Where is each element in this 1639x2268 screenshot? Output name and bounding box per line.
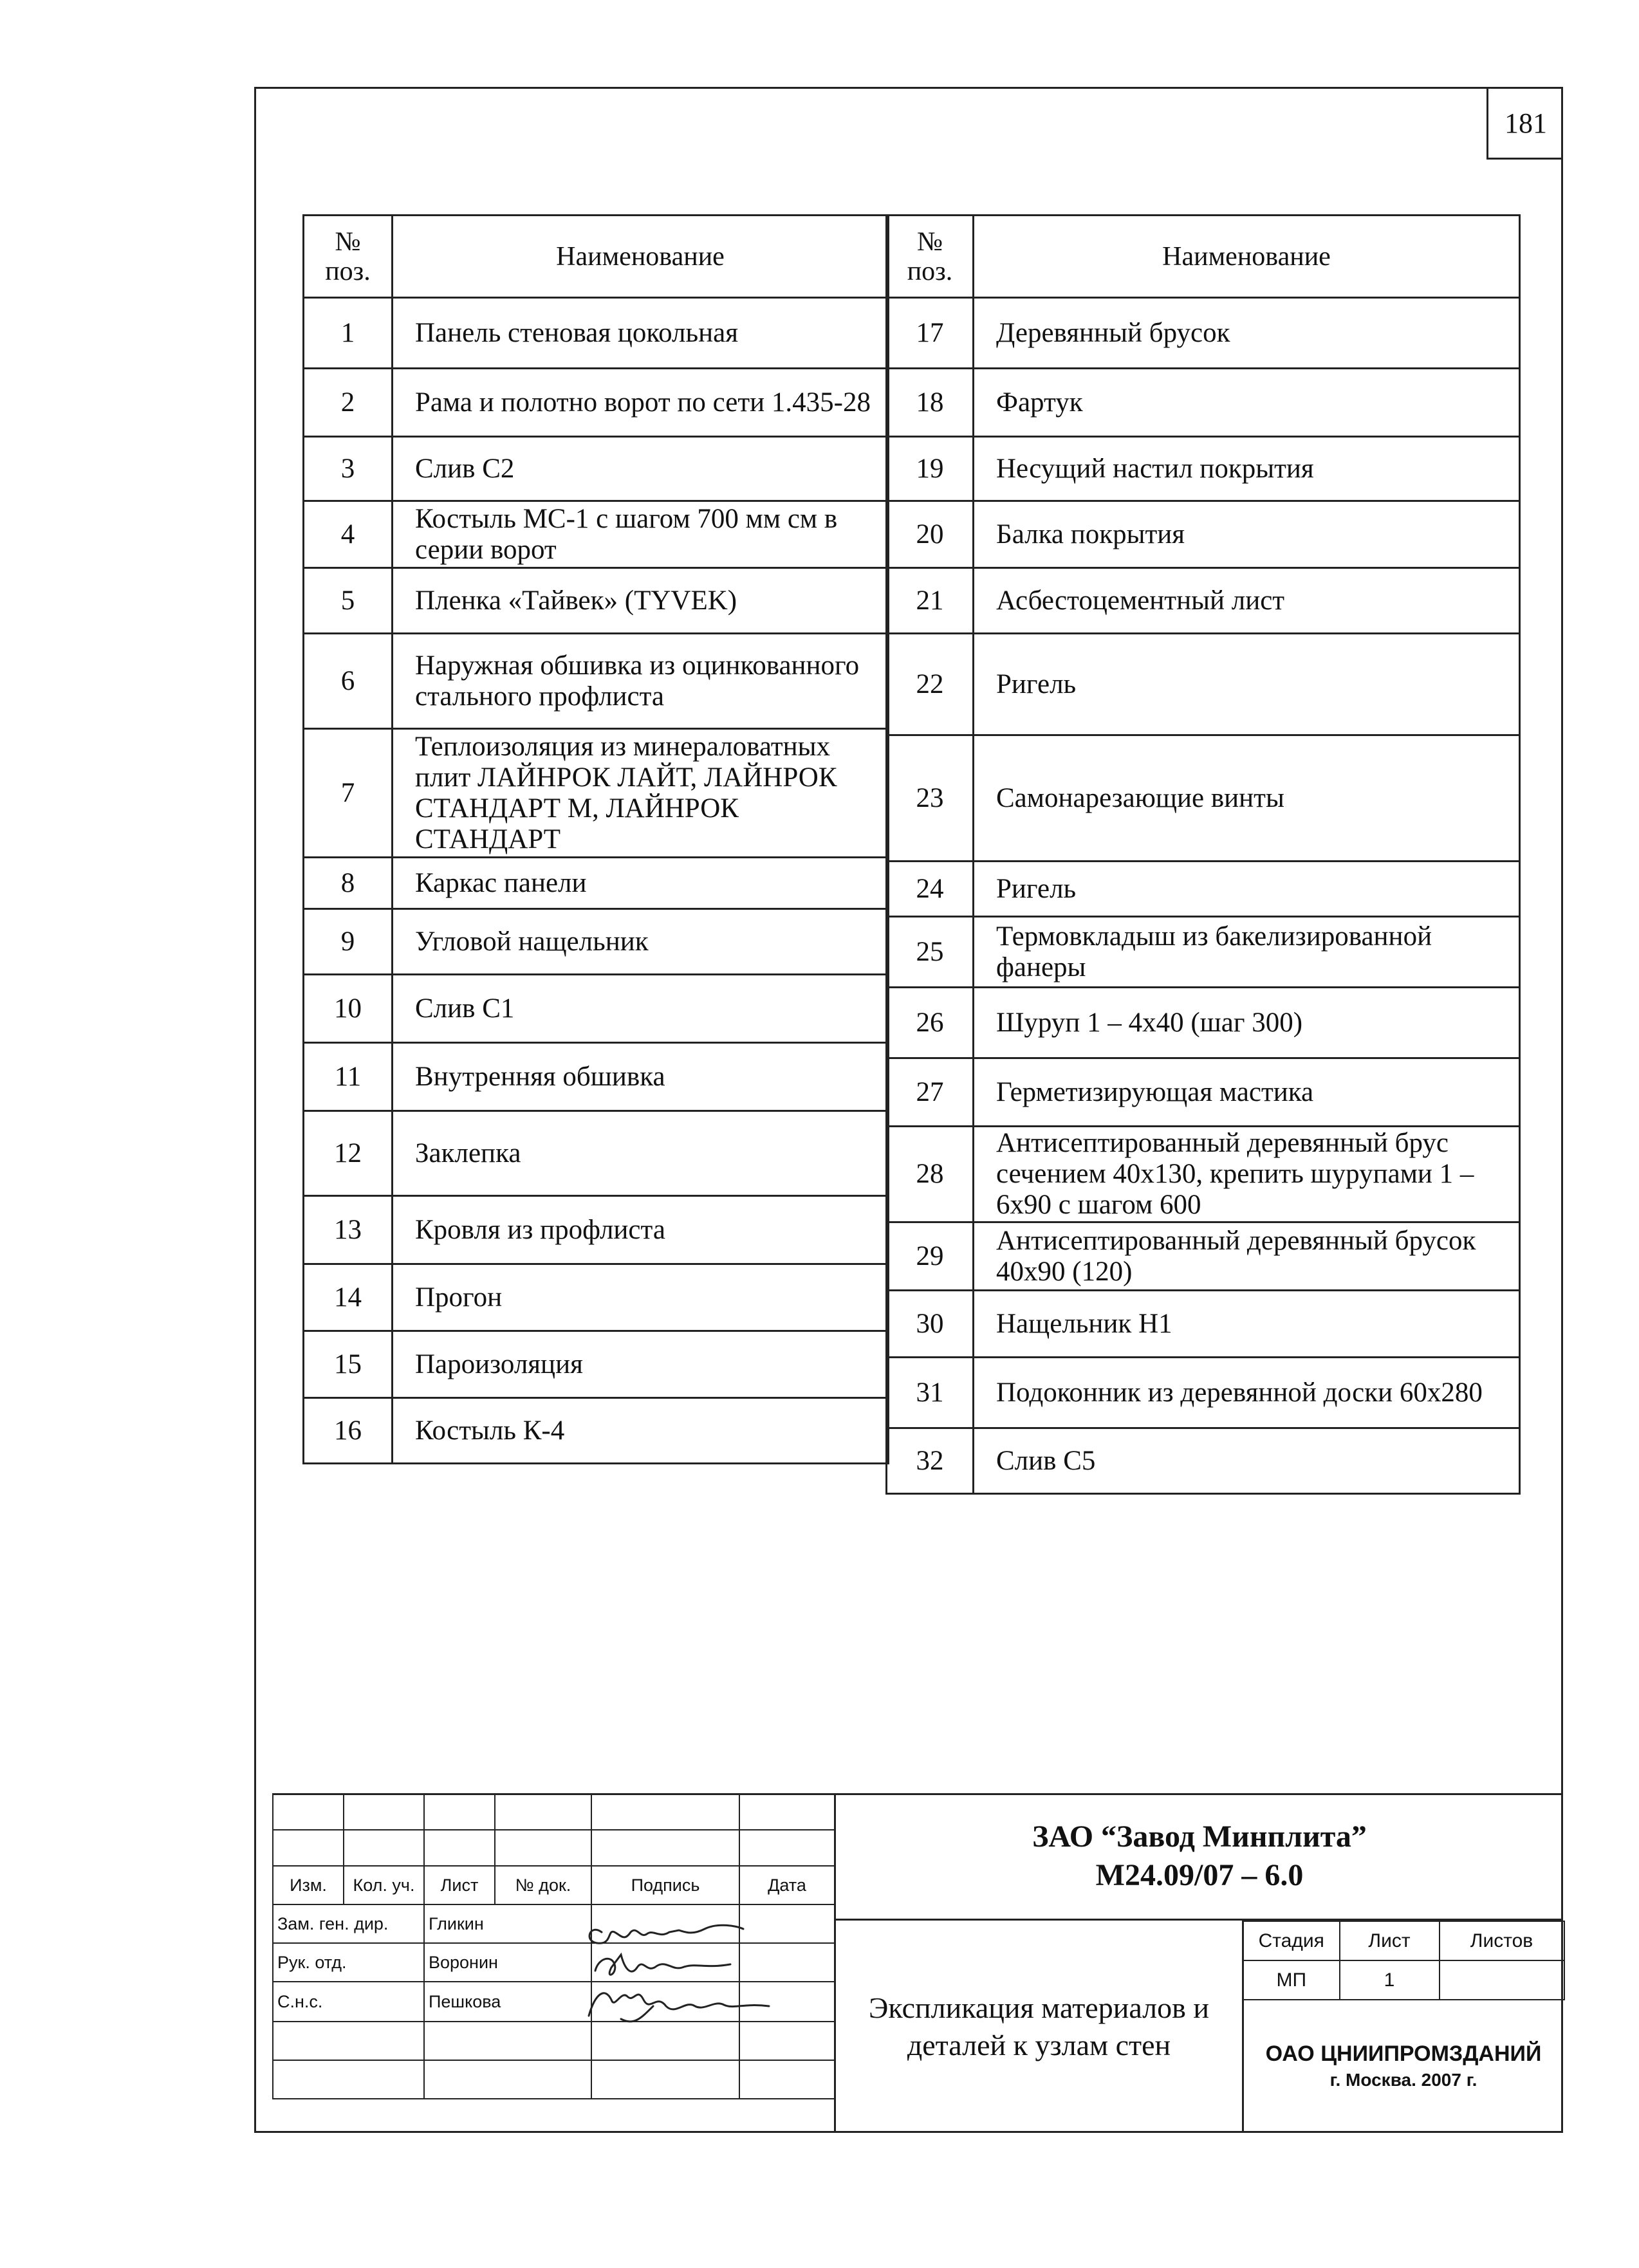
signatures-image <box>576 1910 833 2038</box>
item-name: Несущий настил покрытия <box>974 437 1520 501</box>
header-pos-label: № поз. <box>907 226 953 286</box>
position-number: 13 <box>304 1196 393 1264</box>
item-name: Шуруп 1 – 4х40 (шаг 300) <box>974 988 1520 1058</box>
revision-header-row <box>273 1866 835 1904</box>
spec-row <box>887 568 1520 634</box>
organization-block <box>834 1793 1563 1921</box>
spec-row <box>304 1398 889 1464</box>
item-name: Герметизирующая мастика <box>974 1058 1520 1127</box>
item-name: Рама и полотно ворот по сети 1.435-28 <box>393 369 889 437</box>
col-doc-no: № док. <box>495 1866 591 1904</box>
position-number: 16 <box>304 1398 393 1464</box>
item-name: Пароизоляция <box>393 1331 889 1398</box>
header-pos-label: № поз. <box>325 226 371 286</box>
position-number: 22 <box>887 634 974 735</box>
item-name: Самонарезающие винты <box>974 735 1520 862</box>
position-number: 5 <box>304 568 393 634</box>
institute-name: ОАО ЦНИИПРОМЗДАНИЙ <box>1265 2041 1542 2066</box>
item-name: Антисептированный деревянный брусок 40х90 (120) <box>974 1222 1520 1291</box>
person-role: Зам. ген. дир. <box>273 1904 424 1943</box>
position-number: 18 <box>887 369 974 437</box>
position-number: 14 <box>304 1264 393 1331</box>
position-number: 15 <box>304 1331 393 1398</box>
col-izm: Изм. <box>273 1866 344 1904</box>
spec-row <box>304 729 889 858</box>
spec-row <box>887 298 1520 369</box>
item-name: Внутренняя обшивка <box>393 1043 889 1111</box>
signature-2 <box>595 1955 730 1975</box>
item-name: Каркас панели <box>393 858 889 909</box>
position-number: 17 <box>887 298 974 369</box>
item-name: Пленка «Тайвек» (TYVEK) <box>393 568 889 634</box>
spec-row <box>887 1358 1520 1428</box>
position-number: 6 <box>304 634 393 729</box>
col-signature: Подпись <box>591 1866 739 1904</box>
position-number: 25 <box>887 917 974 988</box>
sheet-header: Лист <box>1340 1921 1440 1960</box>
item-name: Заклепка <box>393 1111 889 1196</box>
item-name: Угловой нащельник <box>393 909 889 975</box>
signature-3-flourish <box>621 2006 653 2022</box>
sheet-value: 1 <box>1340 1960 1440 2000</box>
item-name: Термовкладыш из бакелизированной фанеры <box>974 917 1520 988</box>
stage-header: Стадия <box>1243 1921 1340 1960</box>
position-number: 32 <box>887 1428 974 1494</box>
document-title-line-1: Экспликация материалов и <box>869 1991 1209 2024</box>
spec-row <box>887 1222 1520 1291</box>
spec-row <box>887 634 1520 735</box>
position-number: 10 <box>304 975 393 1043</box>
item-name: Фартук <box>974 369 1520 437</box>
position-number: 7 <box>304 729 393 858</box>
item-name: Ригель <box>974 634 1520 735</box>
item-name: Антисептированный деревянный брус сечением 40х130, крепить шурупами 1 – 6х90 с шагом 600 <box>974 1127 1520 1222</box>
position-number: 2 <box>304 369 393 437</box>
sheets-value <box>1440 1960 1564 2000</box>
spec-row <box>887 862 1520 917</box>
spec-row <box>887 1127 1520 1222</box>
signature-1 <box>589 1925 743 1943</box>
spec-row <box>304 437 889 501</box>
spec-row <box>887 917 1520 988</box>
item-name: Деревянный брусок <box>974 298 1520 369</box>
stage-table <box>1242 1921 1565 2000</box>
item-name: Наружная обшивка из оцинкованного стального профлиста <box>393 634 889 729</box>
spec-row <box>887 437 1520 501</box>
spec-row <box>304 1196 889 1264</box>
col-kol-uch: Кол. уч. <box>344 1866 424 1904</box>
person-role: Рук. отд. <box>273 1943 424 1982</box>
item-name: Балка покрытия <box>974 501 1520 568</box>
position-number: 30 <box>887 1291 974 1358</box>
position-number: 23 <box>887 735 974 862</box>
position-number: 29 <box>887 1222 974 1291</box>
spec-row <box>304 1331 889 1398</box>
item-name: Ригель <box>974 862 1520 917</box>
spec-header-row <box>304 216 889 298</box>
position-number: 9 <box>304 909 393 975</box>
position-number: 27 <box>887 1058 974 1127</box>
position-number: 28 <box>887 1127 974 1222</box>
spec-row <box>304 858 889 909</box>
spec-header-row <box>887 216 1520 298</box>
position-number: 26 <box>887 988 974 1058</box>
spec-row <box>887 1291 1520 1358</box>
position-number: 19 <box>887 437 974 501</box>
item-name: Асбестоцементный лист <box>974 568 1520 634</box>
position-number: 4 <box>304 501 393 568</box>
position-number: 1 <box>304 298 393 369</box>
item-name: Прогон <box>393 1264 889 1331</box>
position-number: 8 <box>304 858 393 909</box>
person-role: С.н.с. <box>273 1982 424 2022</box>
item-name: Костыль МС-1 с шагом 700 мм см в серии ворот <box>393 501 889 568</box>
spec-row <box>304 369 889 437</box>
spec-row <box>304 975 889 1043</box>
position-number: 31 <box>887 1358 974 1428</box>
item-name: Костыль К-4 <box>393 1398 889 1464</box>
page-number: 181 <box>1486 89 1563 160</box>
header-pos <box>887 216 974 298</box>
spec-row <box>304 634 889 729</box>
position-number: 12 <box>304 1111 393 1196</box>
spec-row <box>304 1264 889 1331</box>
item-name: Кровля из профлиста <box>393 1196 889 1264</box>
header-pos <box>304 216 393 298</box>
item-name: Слив С1 <box>393 975 889 1043</box>
document-title-line-2: деталей к узлам стен <box>907 2029 1171 2061</box>
spec-row <box>304 501 889 568</box>
spec-table-left <box>302 214 889 1464</box>
spec-row <box>304 1043 889 1111</box>
document-title <box>834 1921 1242 2133</box>
position-number: 24 <box>887 862 974 917</box>
position-number: 21 <box>887 568 974 634</box>
item-name: Теплоизоляция из минераловатных плит ЛАЙНРОК ЛАЙТ, ЛАЙНРОК СТАНДАРТ М, ЛАЙНРОК СТАНДАРТ <box>393 729 889 858</box>
spec-row <box>887 735 1520 862</box>
item-name: Слив С5 <box>974 1428 1520 1494</box>
organization-name: ЗАО “Завод Минплита” <box>1032 1819 1367 1854</box>
spec-row <box>887 501 1520 568</box>
item-name: Панель стеновая цокольная <box>393 298 889 369</box>
position-number: 11 <box>304 1043 393 1111</box>
spec-row <box>887 369 1520 437</box>
spec-row <box>887 1428 1520 1494</box>
spec-row <box>304 1111 889 1196</box>
sheets-header: Листов <box>1440 1921 1564 1960</box>
item-name: Подоконник из деревянной доски 60х280 <box>974 1358 1520 1428</box>
spec-row <box>304 568 889 634</box>
spec-row <box>887 1058 1520 1127</box>
header-name: Наименование <box>974 216 1520 298</box>
position-number: 3 <box>304 437 393 501</box>
spec-table-right <box>885 214 1521 1495</box>
item-name: Слив С2 <box>393 437 889 501</box>
position-number: 20 <box>887 501 974 568</box>
document-code: М24.09/07 – 6.0 <box>1095 1858 1304 1892</box>
person-name: Воронин <box>424 1943 591 1982</box>
col-date: Дата <box>739 1866 835 1904</box>
city-year: г. Москва. 2007 г. <box>1329 2069 1477 2090</box>
header-name: Наименование <box>393 216 889 298</box>
institute-block <box>1242 1998 1563 2133</box>
spec-row <box>304 298 889 369</box>
spec-row <box>304 909 889 975</box>
col-list: Лист <box>424 1866 495 1904</box>
stage-value: МП <box>1243 1960 1340 2000</box>
signature-3 <box>589 1993 769 2016</box>
item-name: Нащельник Н1 <box>974 1291 1520 1358</box>
person-name: Гликин <box>424 1904 591 1943</box>
spec-row <box>887 988 1520 1058</box>
person-name: Пешкова <box>424 1982 591 2022</box>
